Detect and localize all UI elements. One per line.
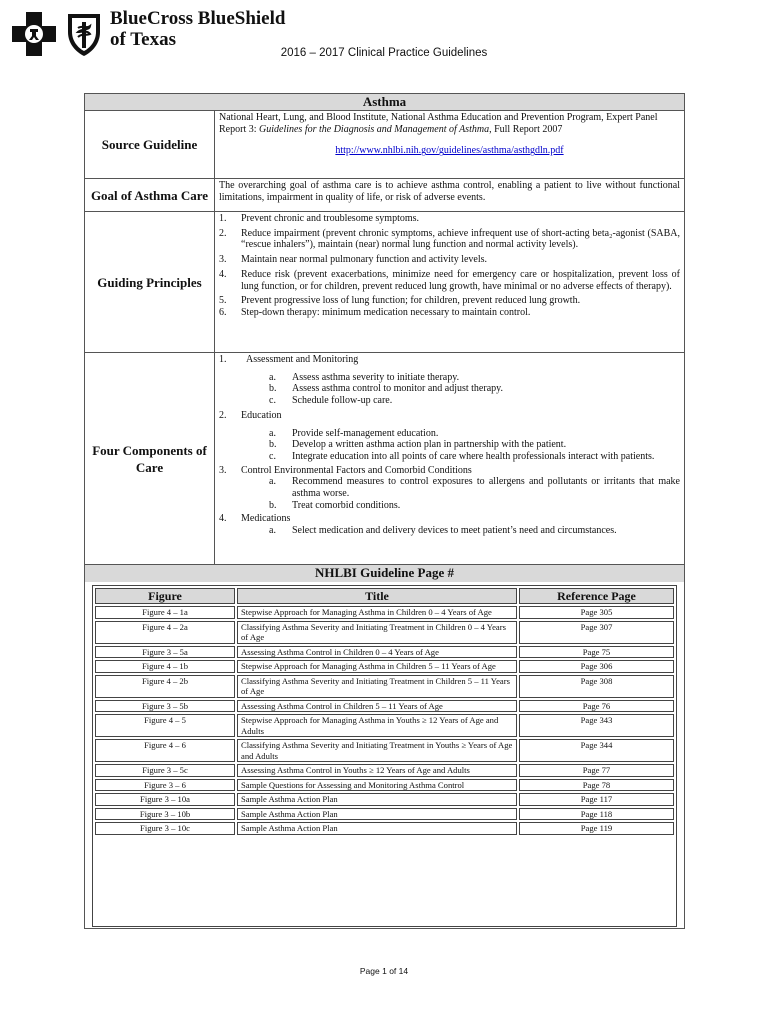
title-cell: Stepwise Approach for Managing Asthma in Children 0 – 4 Years of Age <box>237 606 517 619</box>
page-number: Page 1 of 14 <box>359 966 409 976</box>
goal-text: The overarching goal of asthma care is to achieve asthma control, enabling a patient to live without functional limitations, impairment in quality of life, or risk of adverse events. <box>219 180 680 203</box>
brand-line-1: BlueCross BlueShield <box>110 8 286 29</box>
table-row <box>95 764 674 777</box>
table-row <box>95 675 674 698</box>
figure-cell: Figure 3 – 5b <box>95 700 235 713</box>
header-page: Reference Page <box>519 588 674 604</box>
source-text: National Heart, Lung, and Blood Institute, National Asthma Education and Prevention Program, Expert Panel Report 3: <box>219 112 658 135</box>
table-row <box>95 739 674 762</box>
components-list <box>219 354 680 537</box>
guideline-table <box>84 93 685 929</box>
brand-line-2: of Texas <box>110 29 176 50</box>
sub-item: b. Develop a written asthma action plan in partnership with the patient. <box>269 439 567 451</box>
sub-item: c. Integrate education into all points of care where health professionals interact with patients. <box>269 450 655 462</box>
header-title: Title <box>237 588 517 604</box>
page-cell: Page 307 <box>519 621 674 644</box>
figure-cell: Figure 3 – 10b <box>95 808 235 821</box>
title-cell: Stepwise Approach for Managing Asthma in Youths ≥ 12 Years of Age and Adults <box>237 714 517 737</box>
figure-cell: Figure 4 – 2b <box>95 675 235 698</box>
table-row <box>95 700 674 713</box>
section-header: Asthma <box>85 94 684 111</box>
components-label: Four Components of Care <box>85 353 215 564</box>
list-item: 2. Reduce impairment (prevent chronic symptoms, achieve infrequent use of short-acting beta₂-agonist (SABA, “rescue inhalers”), maintain (near) normal lung function and normal activity levels). <box>219 227 680 251</box>
table-row <box>95 646 674 659</box>
title-cell: Assessing Asthma Control in Youths ≥ 12 Years of Age and Adults <box>237 764 517 777</box>
title-cell: Sample Asthma Action Plan <box>237 793 517 806</box>
source-title: Guidelines for the Diagnosis and Management of Asthma <box>259 123 490 135</box>
figure-cell: Figure 3 – 5c <box>95 764 235 777</box>
table-row <box>95 660 674 673</box>
list-item: 1. Assessment and Monitoring <box>219 354 359 365</box>
sub-item: a. Select medication and delivery devices to meet patient’s need and circumstances. <box>269 525 617 537</box>
source-label: Source Guideline <box>85 111 215 178</box>
figure-cell: Figure 3 – 10c <box>95 822 235 835</box>
list-item: 2. Education <box>219 409 282 421</box>
page-cell: Page 119 <box>519 822 674 835</box>
table-row <box>95 822 674 835</box>
principles-list <box>219 213 680 319</box>
page-cell: Page 117 <box>519 793 674 806</box>
sub-item: a. Recommend measures to control exposures to allergens and pollutants or irritants that make asthma worse. <box>269 476 680 500</box>
figures-table <box>92 585 677 927</box>
source-row <box>85 111 684 179</box>
page-cell: Page 344 <box>519 739 674 762</box>
title-cell: Sample Asthma Action Plan <box>237 822 517 835</box>
header-figure: Figure <box>95 588 235 604</box>
list-item: 5. Prevent progressive loss of lung function; for children, prevent reduced lung growth. <box>219 295 581 307</box>
sub-item: a. Assess asthma severity to initiate therapy. <box>269 371 460 383</box>
goal-label: Goal of Asthma Care <box>85 179 215 211</box>
list-item: 1. Prevent chronic and troublesome symptoms. <box>219 213 420 224</box>
page-cell: Page 308 <box>519 675 674 698</box>
sub-item: b. Treat comorbid conditions. <box>269 499 401 511</box>
figure-cell: Figure 4 – 2a <box>95 621 235 644</box>
figure-cell: Figure 3 – 5a <box>95 646 235 659</box>
page-cell: Page 75 <box>519 646 674 659</box>
page-cell: Page 76 <box>519 700 674 713</box>
title-cell: Assessing Asthma Control in Children 0 – 4 Years of Age <box>237 646 517 659</box>
nhlbi-header: NHLBI Guideline Page # <box>85 565 684 582</box>
list-item: 4. Reduce risk (prevent exacerbations, minimize need for emergency care or hospitalization, prevent loss of lung function, or for children, prevent reduced lung growth, have minimal or no adverse effects of therapy). <box>219 268 680 292</box>
page-cell: Page 343 <box>519 714 674 737</box>
source-content <box>219 112 680 157</box>
list-item: 3. Maintain near normal pulmonary function and activity levels. <box>219 254 488 266</box>
goal-row <box>85 179 684 212</box>
title-cell: Classifying Asthma Severity and Initiating Treatment in Children 5 – 11 Years of Age <box>237 675 517 698</box>
page-cell: Page 306 <box>519 660 674 673</box>
figure-cell: Figure 4 – 5 <box>95 714 235 737</box>
figure-cell: Figure 4 – 6 <box>95 739 235 762</box>
page-cell: Page 78 <box>519 779 674 792</box>
table-row <box>95 793 674 806</box>
source-link[interactable]: http://www.nhlbi.nih.gov/guidelines/asthma/asthgdln.pdf <box>335 145 564 157</box>
page-cell: Page 77 <box>519 764 674 777</box>
title-cell: Sample Questions for Assessing and Monitoring Asthma Control <box>237 779 517 792</box>
brand-name <box>110 8 285 50</box>
list-item: 3. Control Environmental Factors and Comorbid Conditions <box>219 464 472 476</box>
figure-cell: Figure 3 – 10a <box>95 793 235 806</box>
title-cell: Assessing Asthma Control in Children 5 – 11 Years of Age <box>237 700 517 713</box>
figure-cell: Figure 4 – 1b <box>95 660 235 673</box>
table-row <box>95 808 674 821</box>
principles-label: Guiding Principles <box>85 212 215 352</box>
figure-cell: Figure 3 – 6 <box>95 779 235 792</box>
page-cell: Page 118 <box>519 808 674 821</box>
table-row <box>95 621 674 644</box>
title-cell: Classifying Asthma Severity and Initiating Treatment in Youths ≥ Years of Age and Adults <box>237 739 517 762</box>
list-item: 6. Step-down therapy: minimum medication necessary to maintain control. <box>219 306 531 318</box>
principles-row <box>85 212 684 353</box>
sub-item: a. Provide self-management education. <box>269 427 439 439</box>
title-cell: Stepwise Approach for Managing Asthma in Children 5 – 11 Years of Age <box>237 660 517 673</box>
table-row <box>95 779 674 792</box>
source-report: , Full Report 2007 <box>489 123 563 135</box>
document-title: 2016 – 2017 Clinical Practice Guidelines <box>280 47 488 59</box>
figures-header-row <box>95 588 674 604</box>
sub-item: c. Schedule follow-up care. <box>269 395 393 407</box>
components-row <box>85 353 684 565</box>
page-cell: Page 305 <box>519 606 674 619</box>
title-cell: Classifying Asthma Severity and Initiating Treatment in Children 0 – 4 Years of Age <box>237 621 517 644</box>
table-row <box>95 606 674 619</box>
title-cell: Sample Asthma Action Plan <box>237 808 517 821</box>
figure-cell: Figure 4 – 1a <box>95 606 235 619</box>
sub-item: b. Assess asthma control to monitor and adjust therapy. <box>269 383 503 395</box>
table-row <box>95 714 674 737</box>
list-item: 4. Medications <box>219 513 291 525</box>
